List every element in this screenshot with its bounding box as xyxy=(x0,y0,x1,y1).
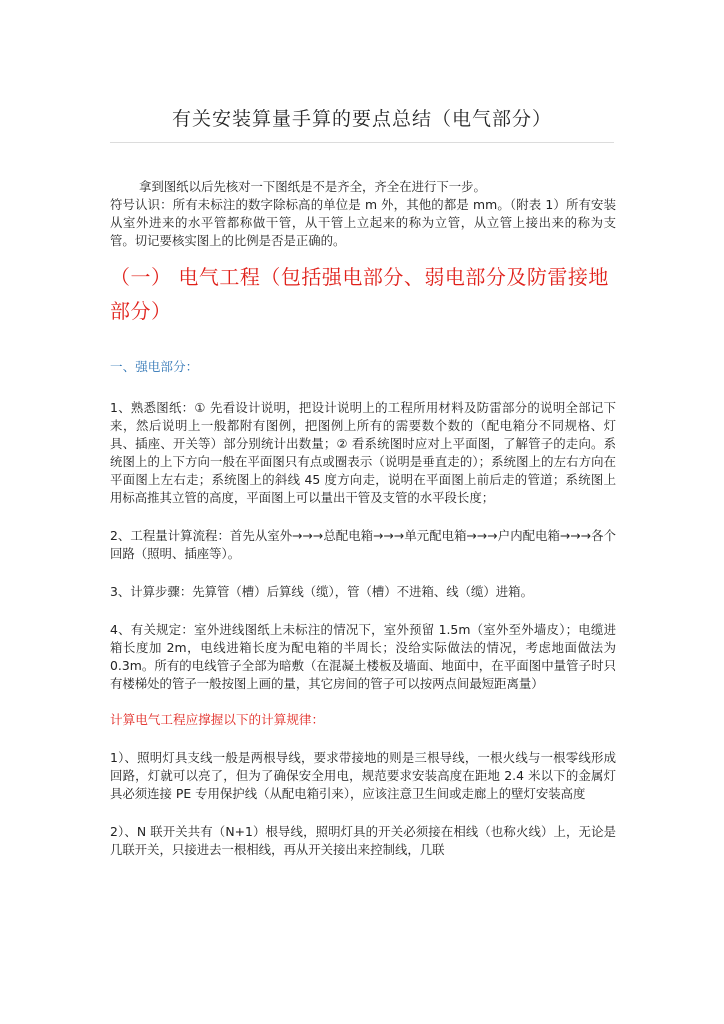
document-body xyxy=(110,178,616,859)
rules-heading: 计算电气工程应撑握以下的计算规律： xyxy=(110,712,325,727)
item-paragraph-4: 4、有关规定：室外进线图纸上未标注的情况下，室外预留 1.5m（室外至外墙皮）；电缆进箱长度加 2m，电线进箱长度为配电箱的半周长；没给实际做法的情况，考虑地面做法为 0.3m。所有的电线管子全部为暗敷（在混凝土楼板及墙面、地面中，在平面图中量管子时只有楼梯处的管子一般按图上画的量，其它房间的管子可以按两点间最短距离量） xyxy=(110,622,616,691)
item-paragraph-3: 3、计算步骤：先算管（槽）后算线（缆），管（槽）不进箱、线（缆）进箱。 xyxy=(110,584,533,599)
rule-paragraph-1: 1）、照明灯具支线一般是两根导线，要求带接地的则是三根导线，一根火线与一根零线形成回路，灯就可以亮了，但为了确保安全用电，规范要求安装高度在距地 2.4 米以下的金属灯具必须连接 PE 专用保护线（从配电箱引来），应该注意卫生间或走廊上的壁灯安装高度 xyxy=(110,750,616,801)
intro-paragraph-2: 符号认识：所有未标注的数字除标高的单位是 m 外，其他的都是 mm。（附表 1）所有安装从室外进来的水平管都称做干管，从干管上立起来的称为立管，从立管上接出来的称为支管。切记要核实图上的比例是否是正确的。 xyxy=(110,197,616,248)
item-paragraph-1: 1、熟悉图纸：① 先看设计说明，把设计说明上的工程所用材料及防雷部分的说明全部记下来，然后说明上一般都附有图例，把图例上所有的需要数个数的（配电箱分不同规格、灯具、插座、开关等）部分别统计出数量；② 看系统图时应对上平面图，了解管子的走向。系统图上的上下方向一般在平面图只有点或圈表示（说明是垂直走的）；系统图上的左右方向在平面图上左右走；系统图上的斜线 45 度方向走，说明在平面图上前后走的管道；系统图上用标高推其立管的高度，平面图上可以量出干管及支管的水平段长度； xyxy=(110,400,616,505)
page-title: 有关安装算量手算的要点总结（电气部分） xyxy=(171,108,552,130)
section-heading: （一） 电气工程（包括强电部分、弱电部分及防雷接地部分） xyxy=(110,265,609,323)
rule-paragraph-2: 2）、N 联开关共有（N+1）根导线，照明灯具的开关必须接在相线（也称火线）上，无论是几联开关，只接进去一根相线，再从开关接出来控制线，几联 xyxy=(110,824,616,857)
item-paragraph-2: 2、工程量计算流程：首先从室外→→→总配电箱→→→单元配电箱→→→户内配电箱→→→各个回路（照明、插座等）。 xyxy=(110,528,616,561)
subsection-heading: 一、强电部分： xyxy=(110,359,199,374)
title-divider xyxy=(110,142,614,143)
intro-paragraph-1: 拿到图纸以后先核对一下图纸是不是齐全，齐全在进行下一步。 xyxy=(139,179,486,194)
